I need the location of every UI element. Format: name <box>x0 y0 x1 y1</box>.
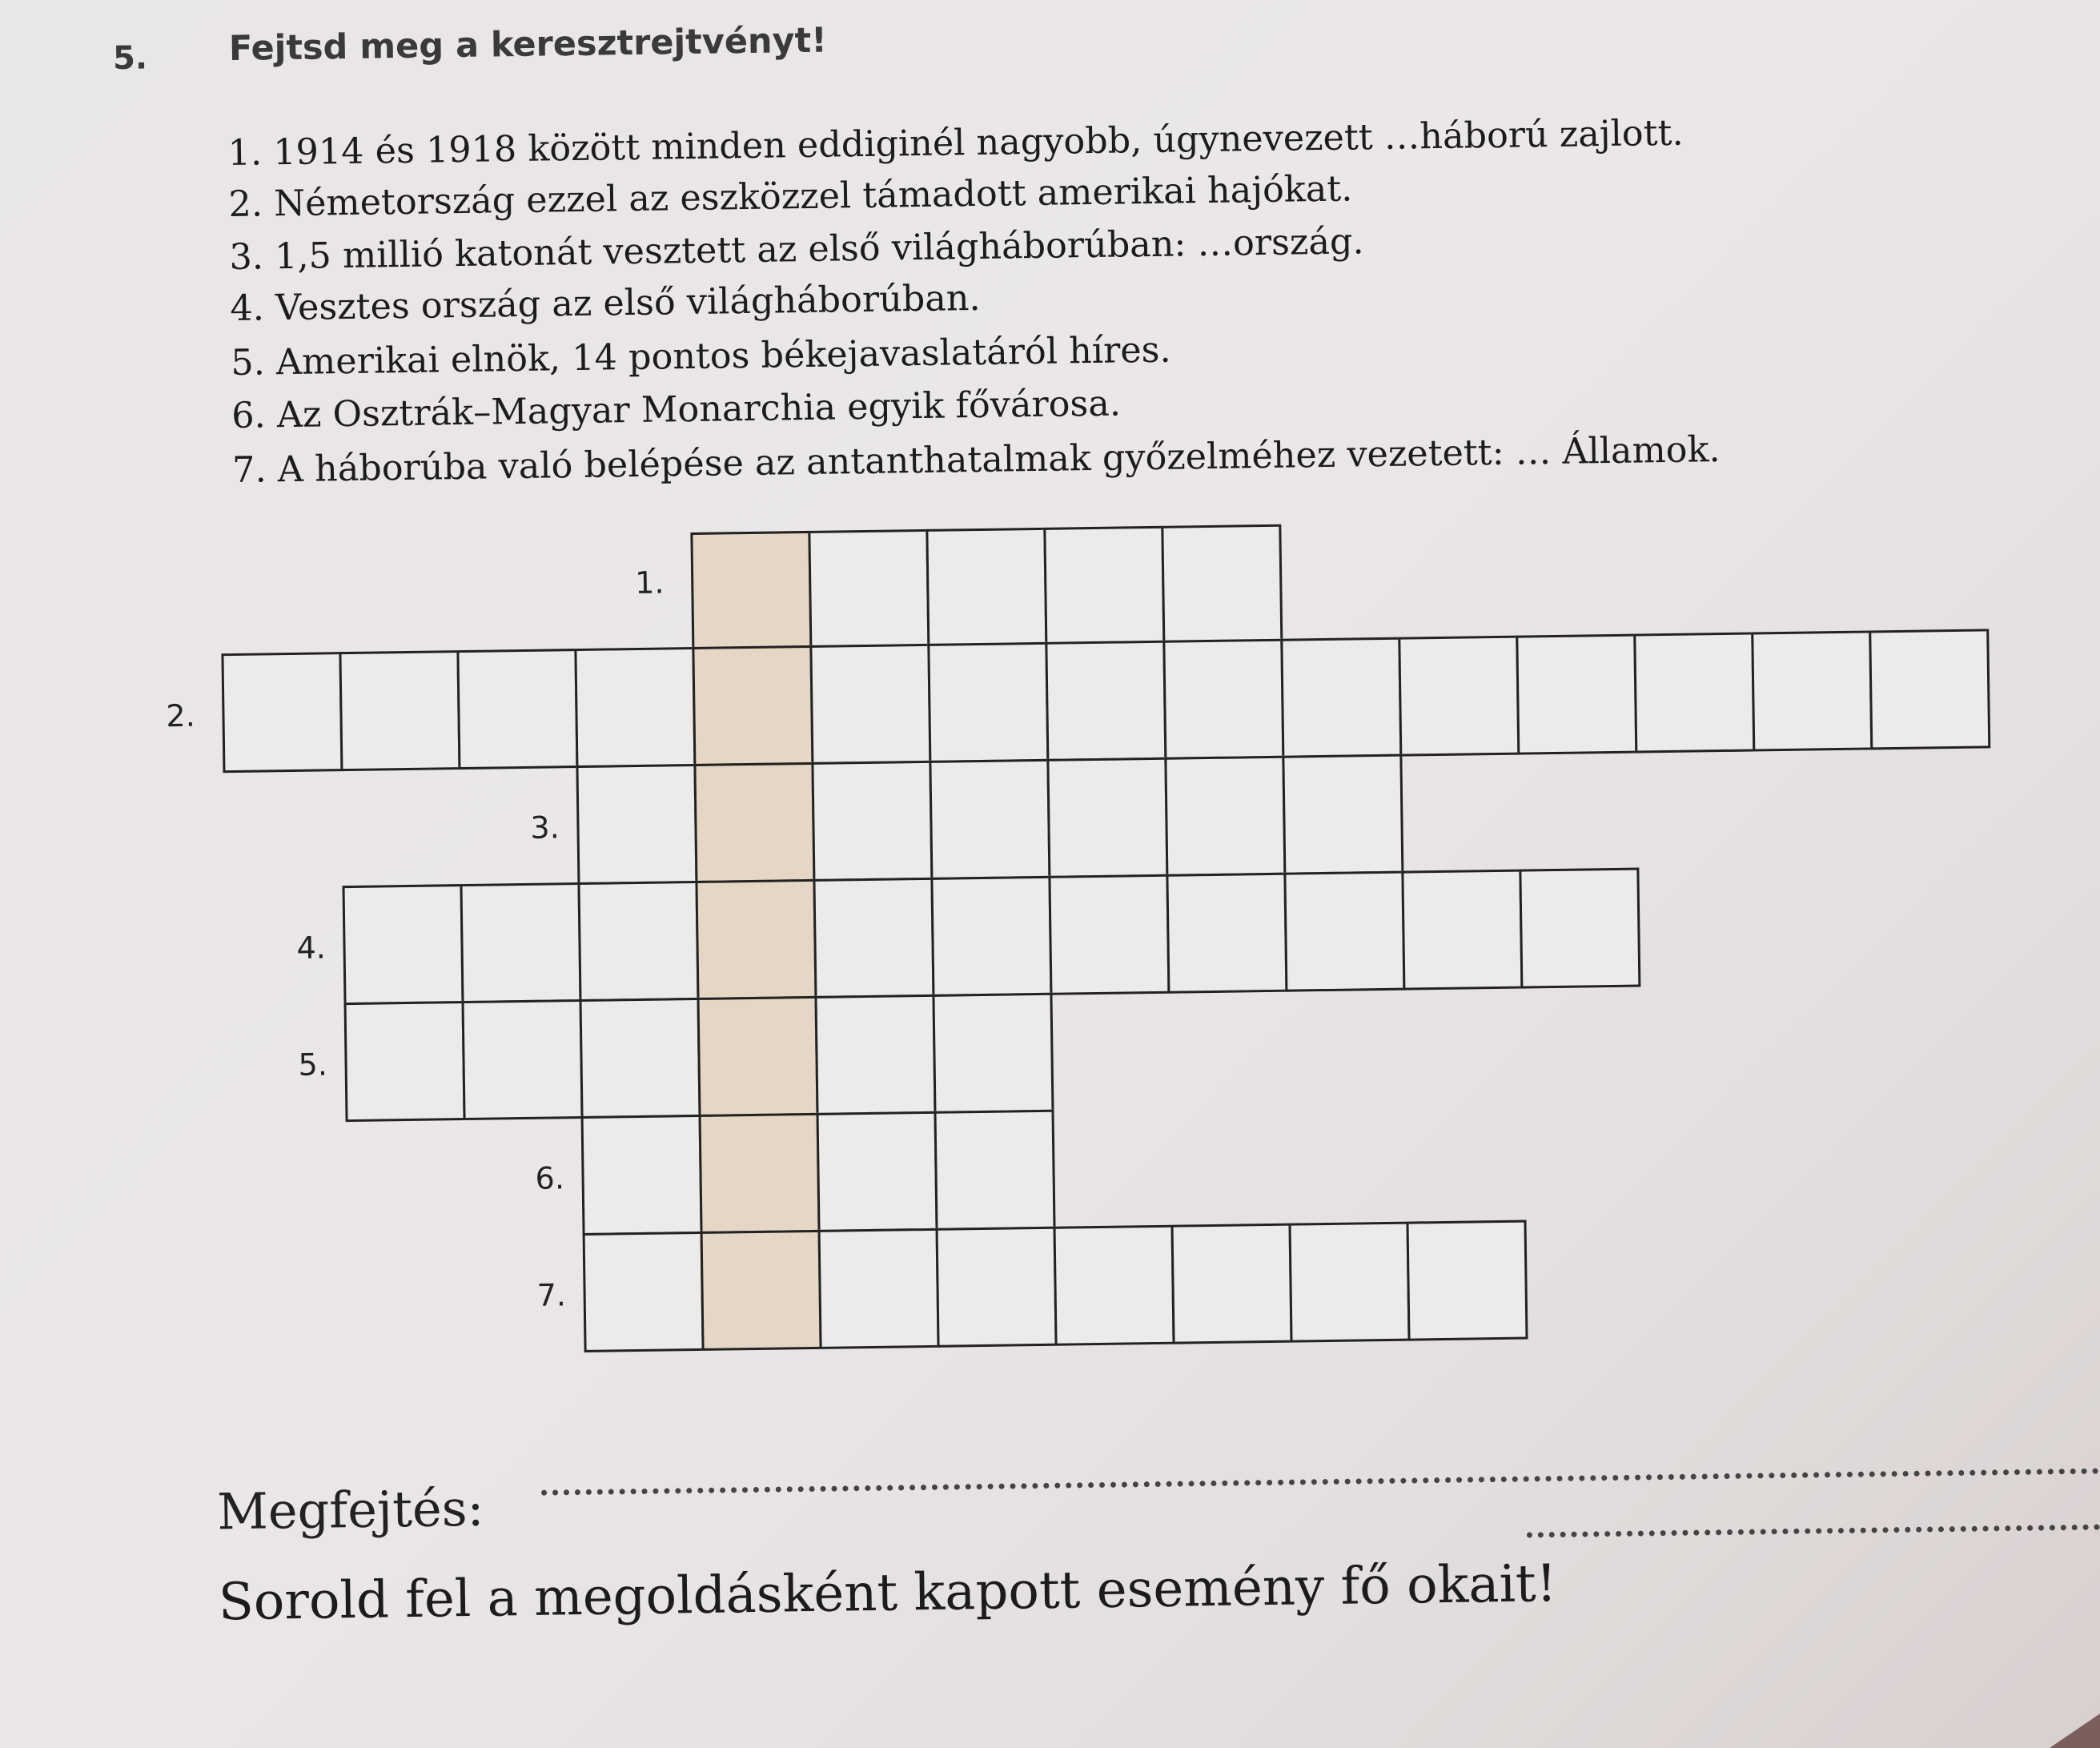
crossword-cell-7-5[interactable] <box>1054 1225 1175 1346</box>
row-number-5: 5. <box>298 1047 328 1083</box>
row-number-7: 7. <box>536 1277 567 1313</box>
crossword-cell-2-13[interactable] <box>1633 632 1755 753</box>
solution-answer-line-2[interactable] <box>1527 1524 2100 1537</box>
crossword-cell-5-4[interactable] <box>697 996 818 1117</box>
clue-4: 4. Vesztes ország az első világháborúban. <box>230 277 981 330</box>
crossword-cell-3-5[interactable] <box>1046 757 1168 878</box>
crossword-cell-6-2[interactable] <box>699 1113 821 1234</box>
crossword-cell-2-5[interactable] <box>692 645 813 766</box>
row-number-3: 3. <box>530 810 560 846</box>
crossword-cell-5-1[interactable] <box>344 1001 466 1122</box>
crossword-cell-7-6[interactable] <box>1171 1224 1293 1344</box>
crossword-cell-1-2[interactable] <box>808 529 930 650</box>
clue-1: 1. 1914 és 1918 között minden eddiginél nagyobb, úgynevezett …háború zajlott. <box>227 112 1684 175</box>
crossword-cell-7-1[interactable] <box>583 1232 705 1352</box>
crossword-cell-7-3[interactable] <box>818 1228 940 1349</box>
crossword-cell-4-8[interactable] <box>1166 873 1287 994</box>
crossword-cell-2-11[interactable] <box>1398 636 1520 757</box>
crossword-cell-2-2[interactable] <box>339 650 460 771</box>
crossword-cell-5-5[interactable] <box>814 995 936 1115</box>
crossword-cell-5-6[interactable] <box>932 993 1054 1114</box>
crossword-cell-6-1[interactable] <box>581 1115 703 1236</box>
crossword-cell-5-3[interactable] <box>579 998 701 1119</box>
row-number-2: 2. <box>166 697 196 734</box>
crossword-cell-4-3[interactable] <box>577 881 699 1002</box>
crossword-cell-3-6[interactable] <box>1164 756 1286 877</box>
crossword-cell-3-2[interactable] <box>693 762 815 883</box>
row-number-6: 6. <box>535 1160 565 1196</box>
crossword-cell-2-4[interactable] <box>574 647 696 768</box>
row-number-1: 1. <box>634 565 665 601</box>
crossword-cell-3-3[interactable] <box>811 761 933 882</box>
crossword-cell-2-8[interactable] <box>1045 641 1166 761</box>
crossword-cell-6-3[interactable] <box>817 1111 938 1232</box>
crossword-cell-3-4[interactable] <box>929 759 1050 880</box>
crossword-cell-4-4[interactable] <box>695 879 817 1000</box>
crossword-cell-2-6[interactable] <box>809 644 931 765</box>
crossword-cell-3-7[interactable] <box>1282 754 1403 875</box>
crossword-cell-1-1[interactable] <box>690 531 812 652</box>
crossword-cell-6-4[interactable] <box>934 1110 1055 1231</box>
exercise-number: 5. <box>112 39 148 78</box>
crossword-cell-5-2[interactable] <box>462 999 584 1120</box>
exercise-title: Fejtsd meg a keresztrejtvényt! <box>228 20 828 70</box>
crossword-cell-1-3[interactable] <box>926 528 1047 649</box>
crossword-cell-7-8[interactable] <box>1406 1220 1528 1341</box>
clue-3: 3. 1,5 millió katonát vesztett az első világháborúban: …ország. <box>229 221 1364 279</box>
crossword-cell-4-1[interactable] <box>342 884 464 1005</box>
clue-6: 6. Az Osztrák–Magyar Monarchia egyik fővárosa. <box>231 383 1122 437</box>
crossword-cell-2-12[interactable] <box>1516 634 1637 755</box>
clue-5: 5. Amerikai elnök, 14 pontos békejavaslatáról híres. <box>231 329 1171 384</box>
crossword-cell-7-7[interactable] <box>1288 1222 1410 1343</box>
crossword-cell-4-7[interactable] <box>1048 874 1170 995</box>
solution-answer-line-1[interactable] <box>541 1468 2100 1495</box>
crossword-cell-7-2[interactable] <box>701 1230 822 1351</box>
crossword-cell-1-5[interactable] <box>1161 524 1283 645</box>
follow-up-task: Sorold fel a megoldásként kapott esemény fő okait! <box>218 1554 1557 1633</box>
crossword-cell-4-11[interactable] <box>1519 868 1640 989</box>
crossword-cell-2-1[interactable] <box>221 652 343 773</box>
clue-7: 7. A háborúba való belépése az antanthatalmak győzelméhez vezetett: … Államok. <box>231 429 1721 492</box>
crossword-cell-4-5[interactable] <box>813 878 934 999</box>
row-number-4: 4. <box>296 930 327 966</box>
crossword-cell-2-15[interactable] <box>1869 629 1990 749</box>
crossword-cell-3-1[interactable] <box>576 764 697 885</box>
solution-label: Megfejtés: <box>216 1478 484 1541</box>
crossword-cell-2-9[interactable] <box>1162 639 1284 760</box>
crossword-cell-4-6[interactable] <box>930 876 1052 997</box>
crossword-cell-4-10[interactable] <box>1401 870 1523 991</box>
crossword-cell-2-7[interactable] <box>927 642 1049 763</box>
crossword-cell-1-4[interactable] <box>1043 526 1165 647</box>
crossword-cell-2-3[interactable] <box>456 649 578 770</box>
crossword-cell-2-10[interactable] <box>1280 637 1402 758</box>
crossword-cell-4-2[interactable] <box>460 882 581 1003</box>
crossword-cell-7-4[interactable] <box>936 1227 1058 1348</box>
crossword-cell-2-14[interactable] <box>1751 630 1873 751</box>
clue-2: 2. Németország ezzel az eszközzel támadott amerikai hajókat. <box>228 168 1353 226</box>
crossword-cell-4-9[interactable] <box>1283 871 1405 992</box>
